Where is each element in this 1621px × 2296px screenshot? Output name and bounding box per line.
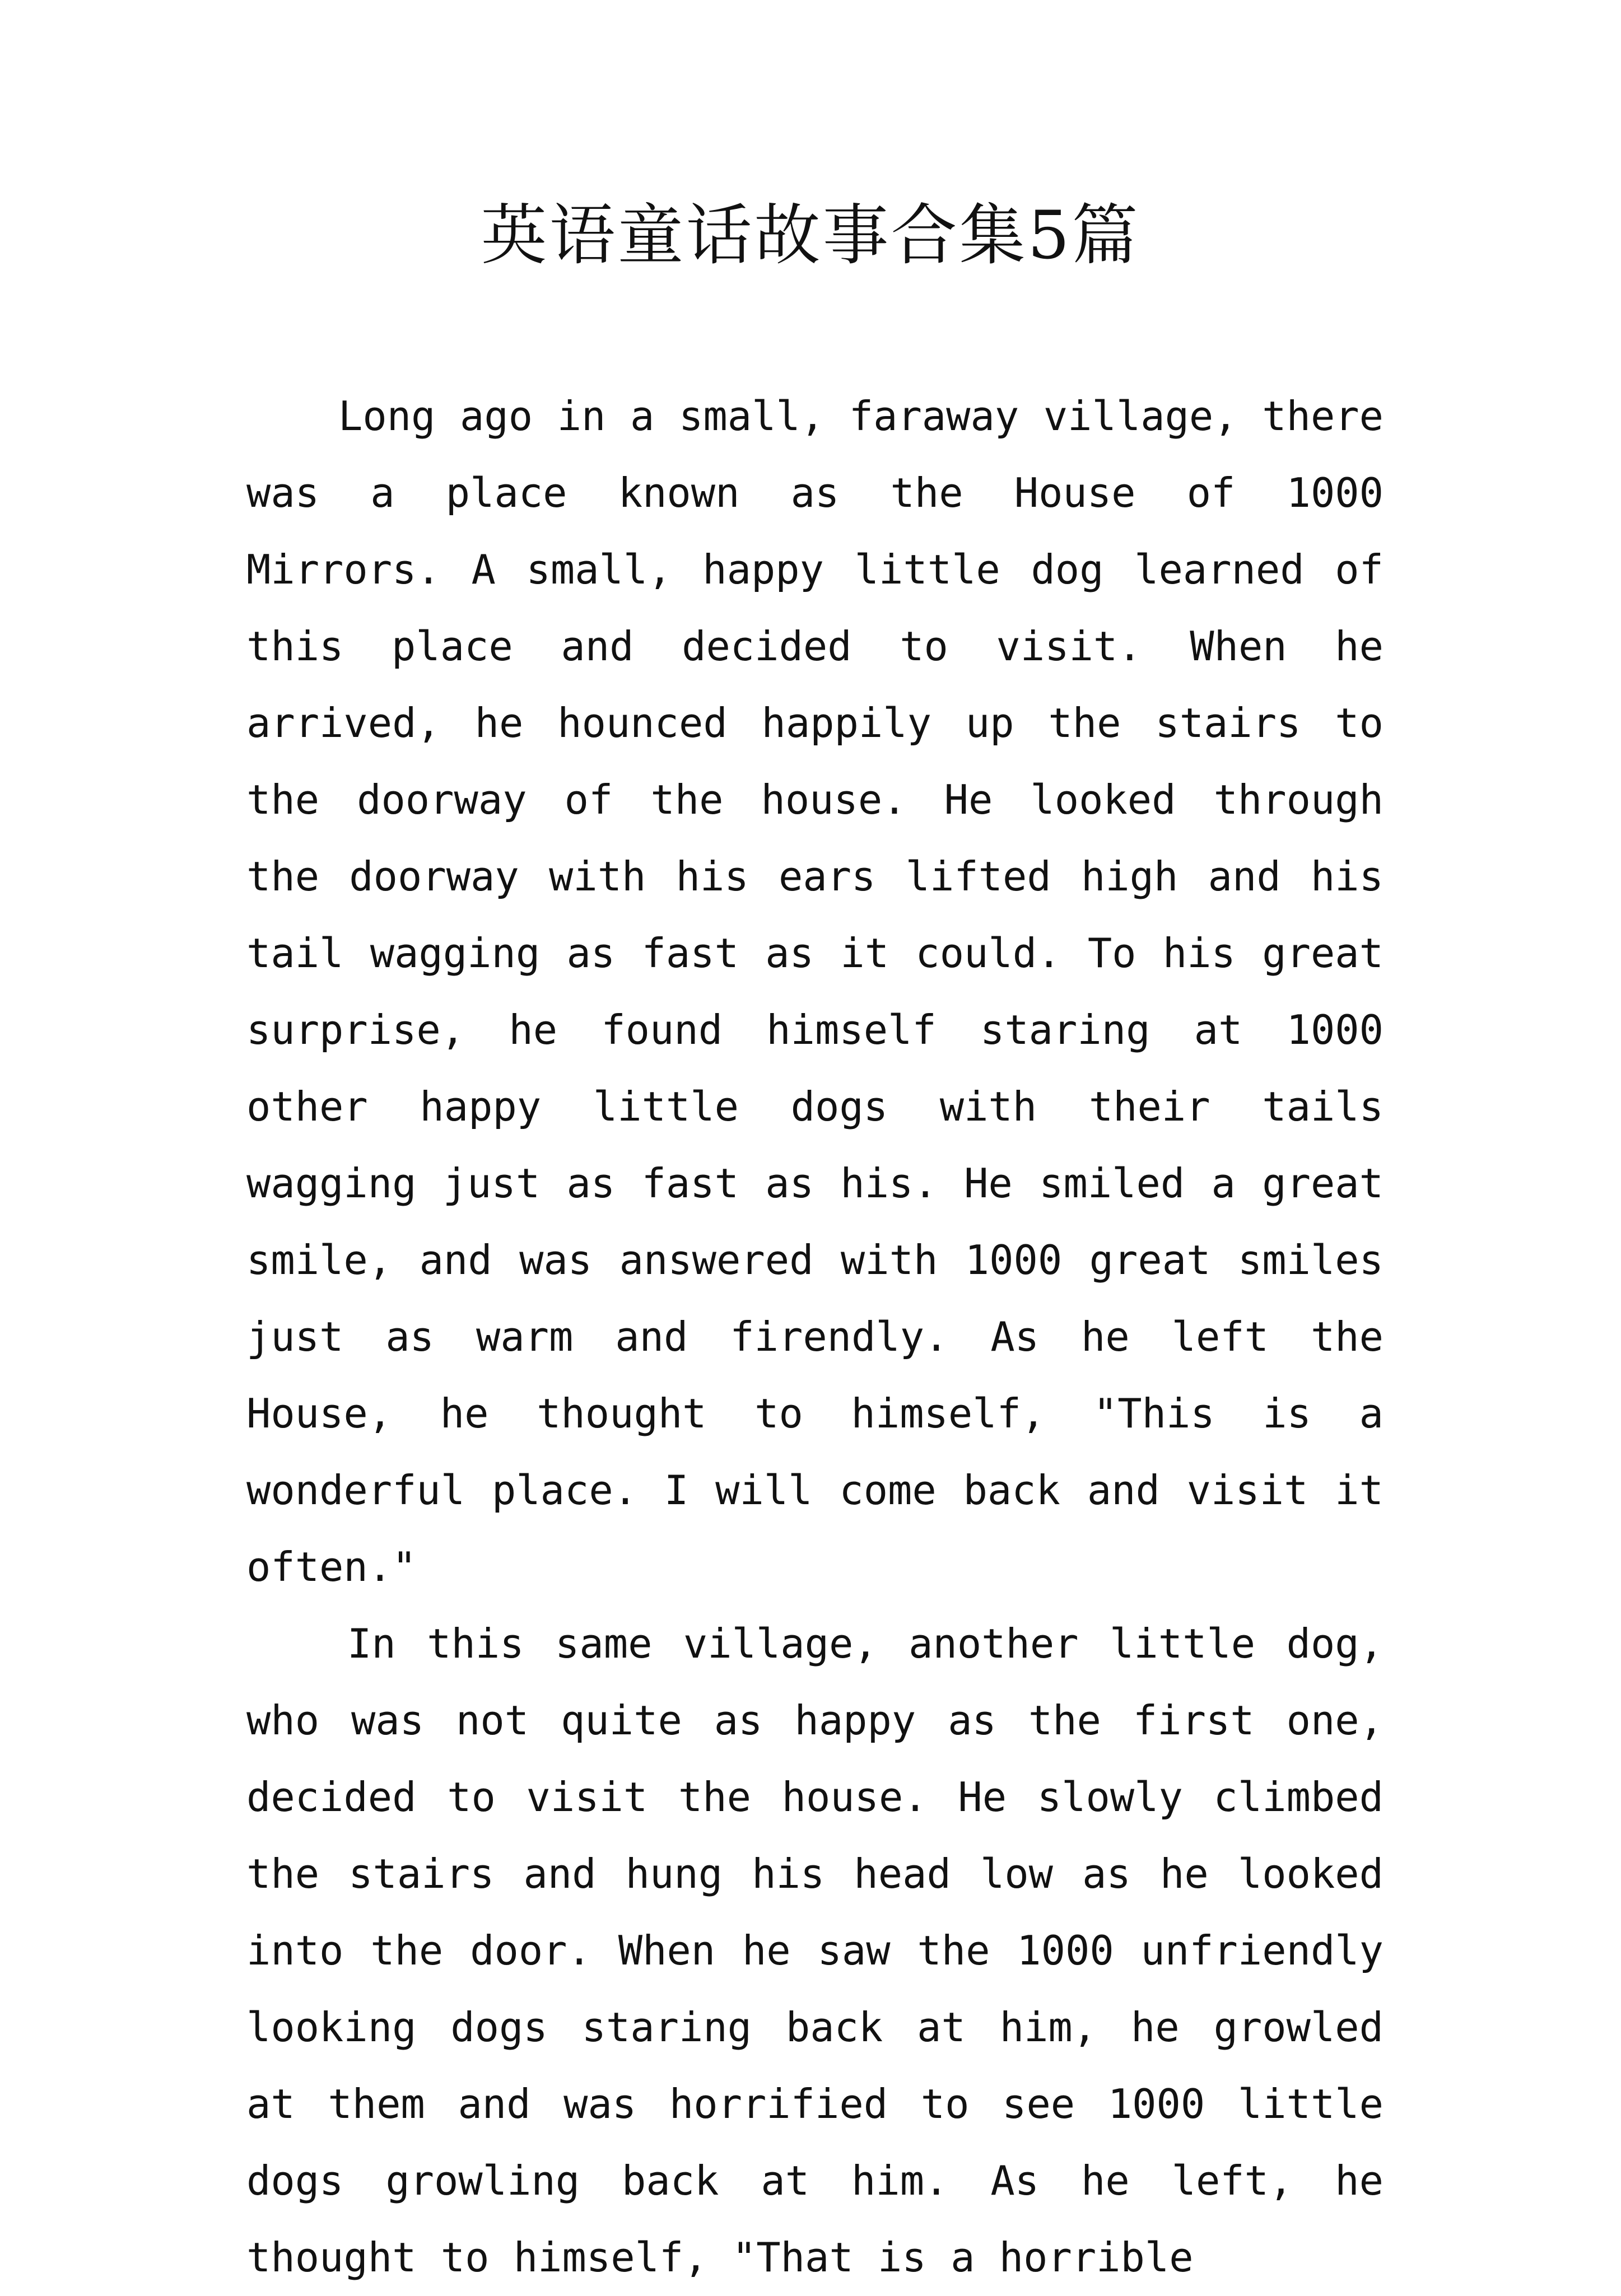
paragraph-2: In this same village, another little dog, who was not quite as happy as the first one, decided to visit the house. He slowly climbed the stairs and hung his head low as he looked into the door. When he saw the 1000 unfriendly looking dogs staring back at him, he growled at them and was horrified to see 1000 little dogs growling back at him. As he left, he thought to himself, "That is a horrible [246, 1620, 1384, 2281]
paragraph-1: Long ago in a small, faraway village, there was a place known as the House of 1000 Mirrors. A small, happy little dog learned of this place and decided to visit. When he arrived, he hounced happily up the stairs to the doorway of the house. He looked through the doorway with his ears lifted high and his tail wagging as fast as it could. To his great surprise, he found himself staring at 1000 other happy little dogs with their tails wagging just as fast as his. He smiled a great smile, and was answered with 1000 great smiles just as warm and firendly. As he left the House, he thought to himself, "This is a wonderful place. I will come back and visit it often." [246, 393, 1384, 1590]
document-title: 英语童话故事合集5篇 [481, 197, 1140, 274]
document-body [246, 378, 1384, 2296]
